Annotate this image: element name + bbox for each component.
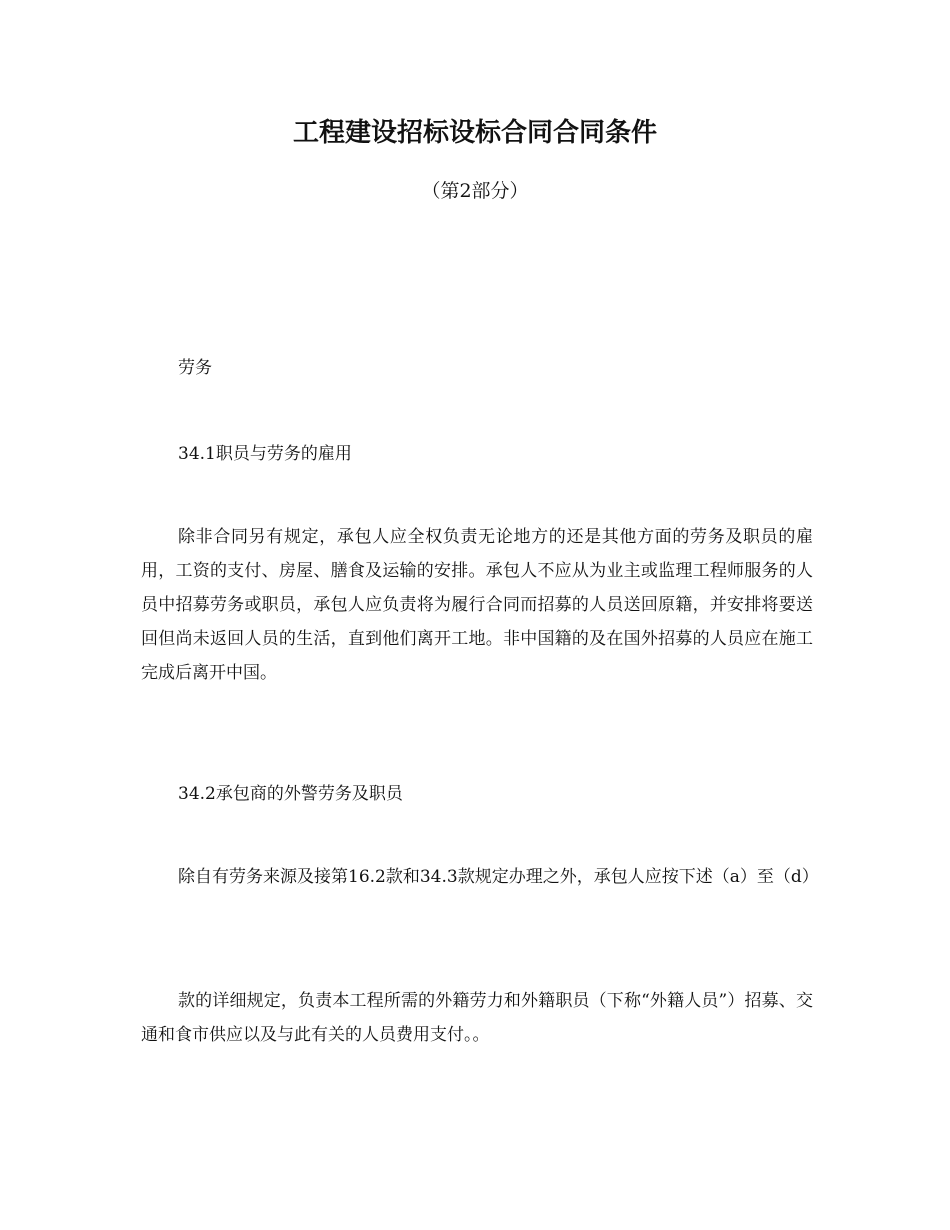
document-title: 工程建设招标设标合同合同条件 [292, 118, 657, 148]
document-subtitle: （第2部分） [421, 180, 529, 202]
clause-heading-34-2: 34.2承包商的外警劳务及职员 [178, 784, 403, 804]
section-heading-labor: 劳务 [178, 358, 212, 378]
clause-heading-34-1: 34.1职员与劳务的雇用 [178, 444, 352, 464]
clause-paragraph-34-2-part-1: 除自有劳务来源及接第16.2款和34.3款规定办理之外，承包人应按下述（a）至（d） [178, 867, 819, 887]
clause-paragraph-34-1: 除非合同另有规定，承包人应全权负责无论地方的还是其他方面的劳务及职员的雇用，工资的支付、房屋、膳食及运输的安排。承包人不应从为业主或监理工程师服务的人员中招募劳务或职员，承包人应负责将为履行合同而招募的人员送回原籍，并安排将要送回但尚未返回人员的生活，直到他们离开工地。非中国籍的及在国外招募的人员应在施工完成后离开中国。 [141, 527, 813, 683]
clause-paragraph-34-2-part-2: 款的详细规定，负责本工程所需的外籍劳力和外籍职员（下称“外籍人员”）招募、交通和食市供应以及与此有关的人员费用支付。。 [141, 991, 813, 1045]
